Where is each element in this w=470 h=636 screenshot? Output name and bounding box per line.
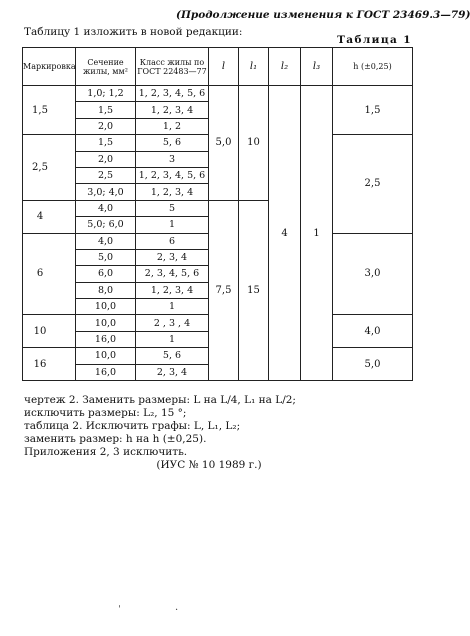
class-cell: 1 [136,331,209,347]
section-cell: 2,0 [76,118,136,134]
class-cell: 2, 3, 4 [136,364,209,380]
amendment-text [24,394,296,459]
marking-cell: 4 [23,200,76,233]
header-l1: l₁ [239,48,269,86]
l-cell: 5,0 [209,86,239,201]
continuation-note: (Продолжение изменения к ГОСТ 23469.3—79) [176,9,470,21]
class-cell: 5 [136,200,209,216]
l2-cell: 4 [269,86,301,381]
class-cell: 1, 2, 3, 4 [136,282,209,298]
section-cell: 2,5 [76,167,136,183]
header-marking: Маркировка [23,48,76,86]
l-cell: 7,5 [209,200,239,380]
marking-cell: 6 [23,233,76,315]
section-cell: 1,5 [76,102,136,118]
table-header-row [23,48,413,86]
h-cell: 5,0 [333,348,413,381]
section-cell: 5,0 [76,249,136,265]
ius-reference: (ИУС № 10 1989 г.) [156,459,262,471]
header-l: l [209,48,239,86]
section-cell: 5,0; 6,0 [76,217,136,233]
l1-cell: 15 [239,200,269,380]
scan-speck: · [175,605,179,616]
section-cell: 4,0 [76,233,136,249]
header-l3: l₃ [301,48,333,86]
section-cell: 4,0 [76,200,136,216]
section-cell: 16,0 [76,331,136,347]
class-cell: 1 [136,217,209,233]
section-cell: 1,0; 1,2 [76,86,136,102]
class-cell: 1, 2, 3, 4 [136,102,209,118]
amendment-line: заменить размер: h на h (±0,25). [24,433,207,445]
class-cell: 2, 3, 4, 5, 6 [136,266,209,282]
marking-cell: 1,5 [23,86,76,135]
header-class: Класс жилы по ГОСТ 22483—77 [136,48,209,86]
section-cell: 16,0 [76,364,136,380]
class-cell: 5, 6 [136,348,209,364]
class-cell: 5, 6 [136,135,209,151]
class-cell: 1, 2, 3, 4, 5, 6 [136,167,209,183]
class-cell: 1, 2, 3, 4, 5, 6 [136,86,209,102]
scan-speck: ˈ [118,605,121,616]
section-cell: 10,0 [76,348,136,364]
section-cell: 1,5 [76,135,136,151]
header-l2: l₂ [269,48,301,86]
header-h: h (±0,25) [333,48,413,86]
amendment-line: Приложения 2, 3 исключить. [24,446,188,458]
h-cell: 4,0 [333,315,413,348]
amendment-line: таблица 2. Исключить графы: L, L₁, L₂; [24,420,241,432]
section-cell: 10,0 [76,299,136,315]
class-cell: 6 [136,233,209,249]
specification-table [22,47,413,381]
amendment-line: исключить размеры: L₂, 15 °; [24,407,187,419]
amendment-line: чертеж 2. Заменить размеры: L на L/4, L₁ на L/2; [24,394,296,406]
h-cell: 3,0 [333,233,413,315]
table-row [23,86,413,102]
section-cell: 3,0; 4,0 [76,184,136,200]
table-title: Таблица 1 [337,34,412,46]
header-section: Сечение жилы, мм² [76,48,136,86]
marking-cell: 2,5 [23,135,76,201]
section-cell: 8,0 [76,282,136,298]
section-cell: 10,0 [76,315,136,331]
h-cell: 2,5 [333,135,413,233]
class-cell: 1, 2 [136,118,209,134]
l1-cell: 10 [239,86,269,201]
class-cell: 3 [136,151,209,167]
marking-cell: 10 [23,315,76,348]
class-cell: 1, 2, 3, 4 [136,184,209,200]
marking-cell: 16 [23,348,76,381]
l3-cell: 1 [301,86,333,381]
class-cell: 1 [136,299,209,315]
class-cell: 2 , 3 , 4 [136,315,209,331]
section-cell: 6,0 [76,266,136,282]
class-cell: 2, 3, 4 [136,249,209,265]
h-cell: 1,5 [333,86,413,135]
section-cell: 2,0 [76,151,136,167]
intro-text: Таблицу 1 изложить в новой редакции: [24,26,243,38]
